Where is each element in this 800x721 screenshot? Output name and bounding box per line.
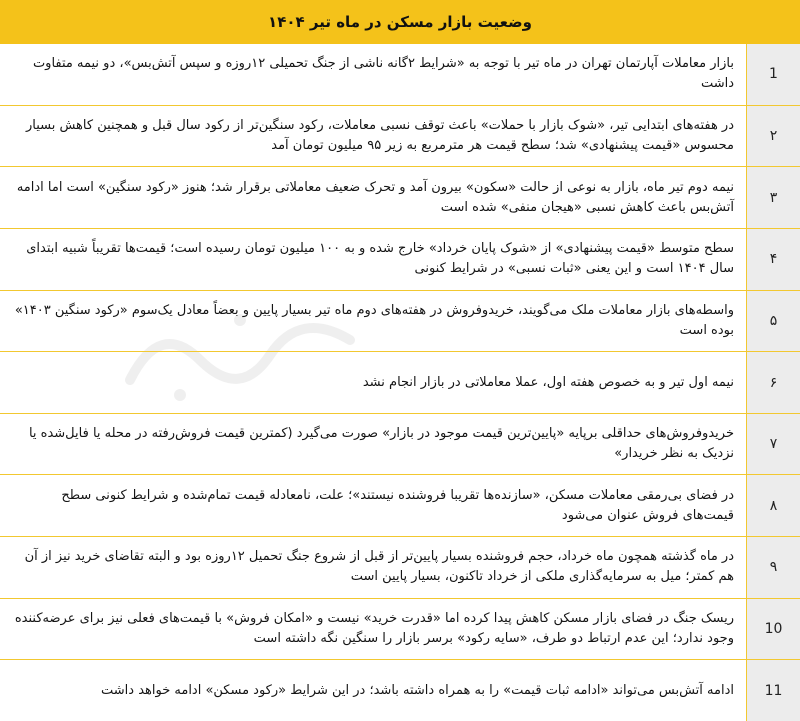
row-number: 10 (746, 599, 800, 660)
row-text-cell (0, 475, 746, 536)
row-number: 1 (746, 44, 800, 105)
row-number: ۸ (746, 475, 800, 536)
row-text: نیمه دوم تیر ماه، بازار به نوعی از حالت «سکون» بیرون آمد و تحرک ضعیف معاملاتی برقرار شد؛ هنوز «رکود سنگین» است اما ادامه آتش‌بس باعث کاهش نسبی «هیجان منفی» شده است (16, 179, 734, 215)
row-number: ۵ (746, 291, 800, 352)
row-text: سطح متوسط «قیمت پیشنهادی» از «شوک پایان خرداد» خارج شده و به ۱۰۰ میلیون تومان رسیده است؛ قیمت‌ها تقریباً شبیه ابتدای سال ۱۴۰۴ است و این یعنی «ثبات نسبی» در شرایط کنونی (26, 241, 734, 277)
table-row (0, 475, 800, 537)
row-text: ریسک جنگ در فضای بازار مسکن کاهش پیدا کرده اما «قدرت خرید» نیست و «امکان فروش» با قیمت‌های فعلی نیز برای عرضه‌کننده وجود ندارد؛ این عدم ارتباط دو طرف، «سایه رکود» برسر بازار را سنگین نگه داشته است (14, 611, 734, 647)
row-text: بازار معاملات آپارتمان تهران در ماه تیر با توجه به «شرایط ۲گانه ناشی از جنگ تحمیلی ۱۲روزه و سپس آتش‌بس»، دو نیمه متفاوت داشت (32, 56, 734, 92)
table-title: وضعیت بازار مسکن در ماه تیر ۱۴۰۴ (268, 13, 532, 31)
row-text: در فضای بی‌رمقی معاملات مسکن، «سازنده‌ها تقریبا فروشنده نیستند»؛ علت، نامعادله قیمت تمام‌شده و شرایط کنونی سطح قیمت‌های فروش عنوان می‌شود (61, 487, 734, 523)
row-text-cell (0, 44, 746, 105)
row-number: 11 (746, 660, 800, 721)
table-row (0, 414, 800, 476)
table-header (0, 0, 800, 44)
table-row (0, 352, 800, 414)
row-text-cell (0, 537, 746, 598)
row-text: در هفته‌های ابتدایی تیر، «شوک بازار با حملات» باعث توقف نسبی معاملات، رکود سنگین‌تر از رکود سال قبل و همچنین کاهش بسیار محسوس «قیمت پیشنهادی» شد؛ سطح قیمت هر مترمربع به زیر ۹۵ میلیون تومان آمد (25, 117, 734, 153)
row-number: ۷ (746, 414, 800, 475)
row-text: واسطه‌های بازار معاملات ملک می‌گویند، خریدوفروش در هفته‌های دوم ماه تیر بسیار پایین و بعضاً معادل یک‌سوم «رکود سنگین ۱۴۰۳» بوده است (14, 302, 734, 338)
row-number: ۹ (746, 537, 800, 598)
table-row (0, 167, 800, 229)
table-row (0, 291, 800, 353)
table-row (0, 660, 800, 721)
row-text: در ماه گذشته همچون ماه خرداد، حجم فروشنده بسیار پایین‌تر از قبل از شروع جنگ تحمیل ۱۲روزه بود و البته تقاضای خرید نیز از آن هم کمتر؛ میل به سرمایه‌گذاری ملکی از خرداد تاکنون، بسیار پایین است (24, 549, 734, 585)
row-text: نیمه اول تیر و به خصوص هفته اول، عملا معاملاتی در بازار انجام نشد (362, 374, 734, 390)
row-text-cell (0, 352, 746, 413)
row-number: ۶ (746, 352, 800, 413)
table-row (0, 44, 800, 106)
row-number: ۴ (746, 229, 800, 290)
row-text: خریدوفروش‌های حداقلی برپایه «پایین‌ترین قیمت موجود در بازار» صورت می‌گیرد (کمترین قیمت فروش‌رفته در محله یا فایل‌شده یا نزدیک به نظر خریدار» (28, 426, 734, 462)
row-text-cell (0, 291, 746, 352)
row-text-cell (0, 167, 746, 228)
table-row (0, 599, 800, 661)
row-number: ۳ (746, 167, 800, 228)
row-text-cell (0, 414, 746, 475)
row-text: ادامه آتش‌بس می‌تواند «ادامه ثبات قیمت» را به همراه داشته باشد؛ در این شرایط «رکود مسکن» ادامه خواهد داشت (101, 682, 734, 698)
row-text-cell (0, 106, 746, 167)
row-number: ۲ (746, 106, 800, 167)
row-text-cell (0, 599, 746, 660)
table-row (0, 106, 800, 168)
market-status-table (0, 44, 800, 721)
row-text-cell (0, 229, 746, 290)
row-text-cell (0, 660, 746, 721)
table-row (0, 537, 800, 599)
table-row (0, 229, 800, 291)
